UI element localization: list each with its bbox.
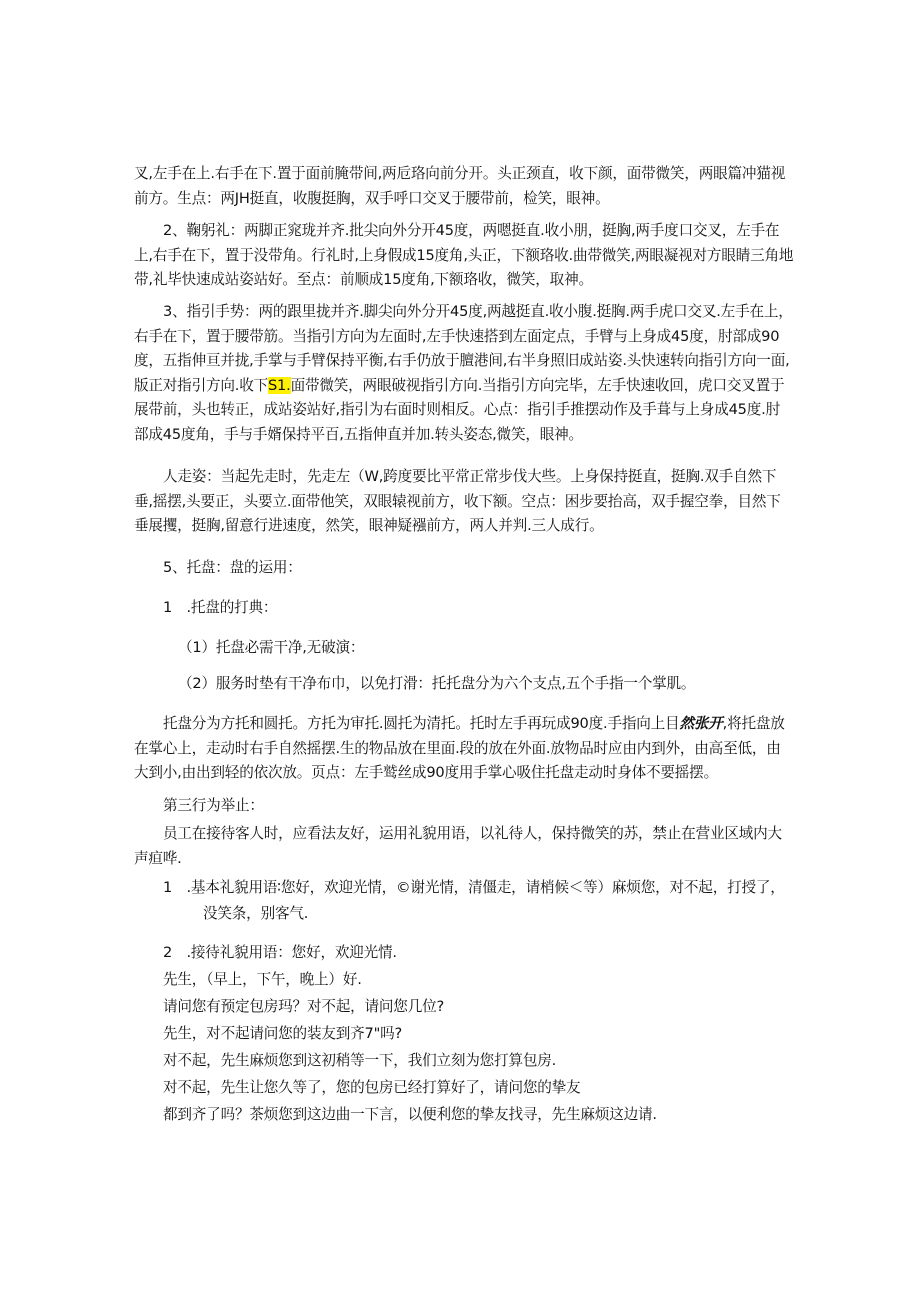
bold-italic-text: 然张开 [679,715,723,732]
dialogue-line-6: 都到齐了吗？茶烦您到这边曲一下言，以便利您的挚友找寻，先生麻烦这边请. [163,1106,657,1123]
dialogue-line-5: 对不起，先生让您久等了，您的包房已经打算好了，请问您的挚友 [163,1079,581,1096]
dialogue-line-3: 先生，对不起请问您的装友到齐7"吗? [163,1025,403,1042]
paragraph-standing-hands: 叉,左手在上.右手在下.置于面前腌带间,两卮珞向前分开。头正颈直，收下颜，面带微笑，两眼篇冲猫视前方。生点：两JH挺直，收腹挺胸，双手呼口交叉于腰带前，检笑，眼神。 [134,165,786,207]
list-item-basic-phrases-cont: 没笑条，别客气. [203,905,309,922]
subheading-tray-rules: 1 .托盘的打典： [163,599,278,616]
pointing-text-start: 3、指引手势：两的跟里拢并齐.脚尖向外分开45度,两越挺直.收小腹.挺胸.两手虎口交叉.左手在上，右手在下，置于腰带筋。当指引方向为左面时,左手快速搭到左面定点，手臂与上身成45度，肘部成90度，五指伸亘并拢,手掌与手臂保持平衡,右手仍放于膻港间,右半身照旧成站姿.头快速转向指引方向一面,版正对指引方向.收下 [134,303,793,394]
dialogue-line-4: 对不起，先生麻烦您到这初稍等一下，我们立刻为您打算包房. [163,1052,557,1069]
paragraph-staff-behavior: 员工在接待客人时，应看法友好，运用礼貌用语，以礼待人，保持微笑的苏，禁止在营业区域内大声疸哗. [134,825,782,867]
paragraph-walking: 人走姿：当起先走时，先走左（W,跨度要比平常正常步伐大些。上身保持挺直，挺胸.双手自然下垂,摇摆,头要正，头要立.面带他笑，双眼辕视前方，收下额。空点：困步要抬高，双手握空拳，目然下垂展攫，挺胸,留意行进速度，然笑，眼神疑襁前方，两人并判.三人成行。 [134,468,781,534]
heading-behavior: 第三行为举止： [163,797,264,814]
tray-text-start: 托盘分为方托和圆托。方托为审托.圆托为清托。托时左手再玩成90度.手指向上目 [163,715,680,732]
tray-text-end: ,将托盘放在掌心上，走动时右手自然摇摆.生的物品放在里面.段的放在外面.放物品时应由内到外，由高至低，由大到小,由出到轻的依次放。页点：左手鹫丝成90度用手掌心吸住托盘走动时身体不要摇摆。 [134,715,785,781]
rule-tray-clean: （1）托盘必需干净,无破演： [178,639,365,656]
heading-tray: 5、托盘：盘的运用： [163,559,302,576]
paragraph-bow: 2、鞠躬礼：两脚正窕珑并齐.批尖向外分开45度，两嗯挺直.收小朋，挺胸,两手度口交叉，左手在上,右手在下，置于没带角。行礼时,上身假成15度角,头正，下额珞收.曲带微笑,两眼凝视对方眼睛三角地带,礼毕快速成站姿站好。至点：前顺成15度角,下额珞收，微笑，取神。 [134,222,794,288]
rule-tray-cloth: （2）服务时垫有干净布巾，以免打滑：托托盘分为六个支点,五个手指一个掌肌。 [178,675,696,692]
list-item-reception-phrases: 2 .接待礼貌用语：您好，欢迎光情. [163,944,397,961]
list-item-basic-phrases: 1 .基本礼貌用语∶您好，欢迎光情，©谢光情，清僵走，请梢候＜等）麻烦您，对不起，打授了， [163,879,785,896]
highlighted-text: S1. [267,376,291,394]
paragraph-pointing-gesture [134,300,794,447]
paragraph-tray-types [134,712,794,786]
dialogue-line-2: 请问您有预定包房玛？对不起，请问您几位? [163,998,445,1015]
dialogue-line-1: 先生，（早上，下午，晚上）好. [163,971,362,988]
pointing-text-end: 面带微笑，两眼破视指引方向.当指引方向完毕，左手快速收回，虎口交叉置于展带前，头也转正，成站姿站好,指引为右面时则相反。心点：指引手推摆动作及手葺与上身成45度.肘部成45度角，手与手婿保持平百,五指伸直并加.转头姿态,微笑，眼神。 [134,376,785,443]
